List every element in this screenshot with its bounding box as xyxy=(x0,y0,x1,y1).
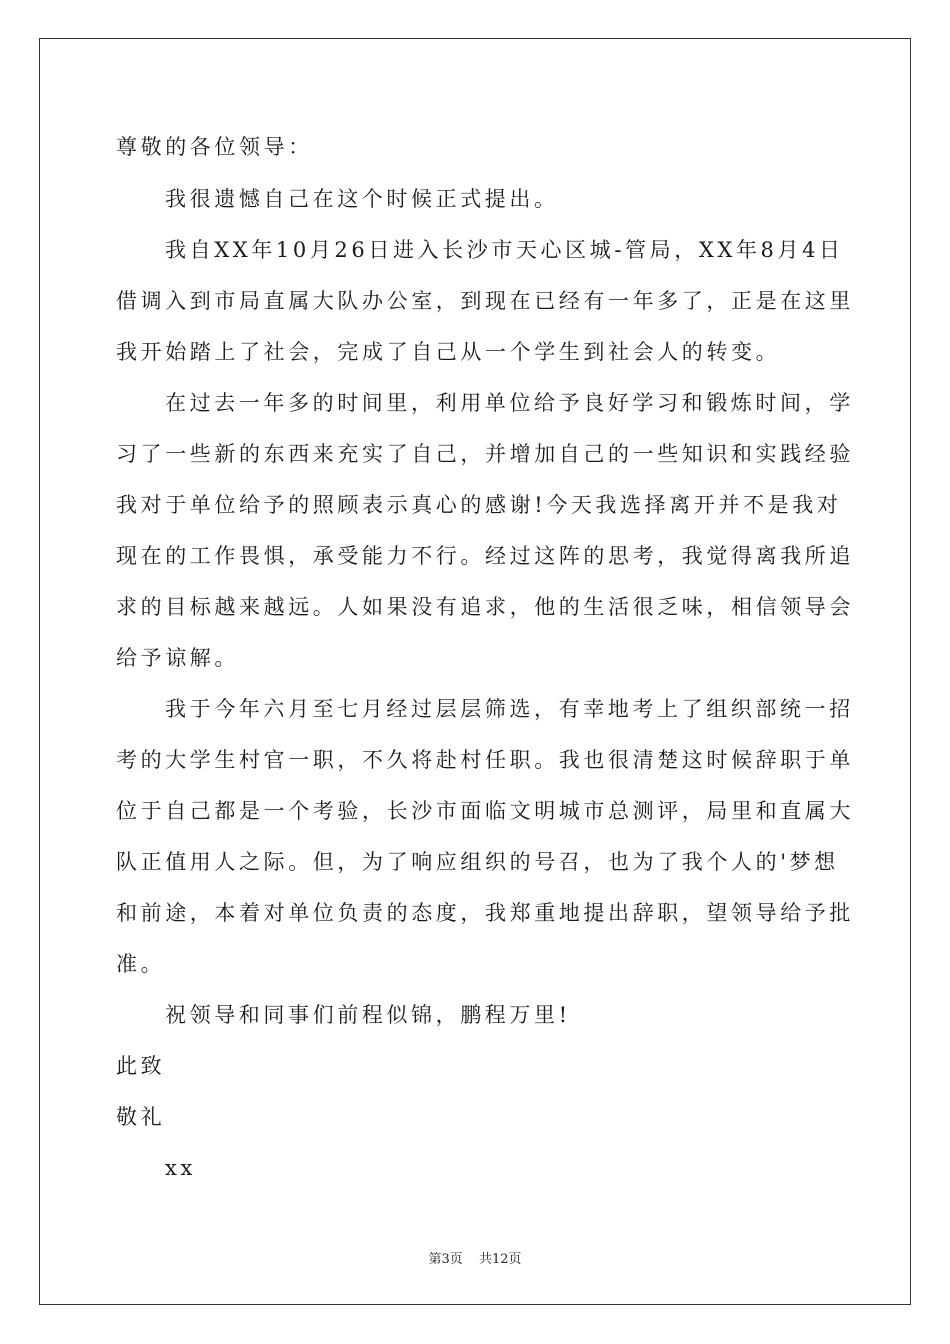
paragraph-4-line-2: 考的大学生村官一职，不久将赴村任职。我也很清楚这时候辞职于单 xyxy=(116,748,854,772)
paragraph-4-line-6: 准。 xyxy=(116,952,166,976)
page-number: 第3页 xyxy=(428,1252,463,1267)
paragraph-3-line-4: 现在的工作畏惧，承受能力不行。经过这阵的思考，我觉得离我所追 xyxy=(116,544,854,568)
paragraph-4-line-1: 我于今年六月至七月经过层层筛选，有幸地考上了组织部统一招 xyxy=(165,697,854,721)
paragraph-2-line-3: 我开始踏上了社会，完成了自己从一个学生到社会人的转变。 xyxy=(116,340,781,364)
paragraph-4-line-3: 位于自己都是一个考验，长沙市面临文明城市总测评，局里和直属大 xyxy=(116,799,854,823)
paragraph-3-line-3: 我对于单位给予的照顾表示真心的感谢!今天我选择离开并不是我对 xyxy=(116,493,842,517)
closing-jingli: 敬礼 xyxy=(116,1105,166,1129)
paragraph-1-line-1: 我很遗憾自己在这个时候正式提出。 xyxy=(165,187,559,211)
paragraph-3-line-1: 在过去一年多的时间里，利用单位给予良好学习和锻炼时间，学 xyxy=(165,391,854,415)
paragraph-3-line-6: 给予谅解。 xyxy=(116,646,239,670)
paragraph-2-line-1: 我自XX年10月26日进入长沙市天心区城-管局，XX年8月4日 xyxy=(165,238,844,262)
signature: xx xyxy=(165,1156,196,1180)
paragraph-4-line-5: 和前途，本着对单位负责的态度，我郑重地提出辞职，望领导给予批 xyxy=(116,901,854,925)
paragraph-5-line-1: 祝领导和同事们前程似锦，鹏程万里! xyxy=(165,1003,571,1027)
page-footer xyxy=(0,1248,950,1267)
paragraph-2-line-2: 借调入到市局直属大队办公室，到现在已经有一年多了，正是在这里 xyxy=(116,289,854,313)
paragraph-3-line-2: 习了一些新的东西来充实了自己，并增加自己的一些知识和实践经验 xyxy=(116,442,854,466)
closing-cizhi: 此致 xyxy=(116,1054,166,1078)
salutation: 尊敬的各位领导： xyxy=(116,135,313,159)
paragraph-4-line-4: 队正值用人之际。但，为了响应组织的号召，也为了我个人的'梦想 xyxy=(116,850,839,874)
page-total: 共12页 xyxy=(478,1252,522,1267)
paragraph-3-line-5: 求的目标越来越远。人如果没有追求，他的生活很乏味，相信领导会 xyxy=(116,595,854,619)
